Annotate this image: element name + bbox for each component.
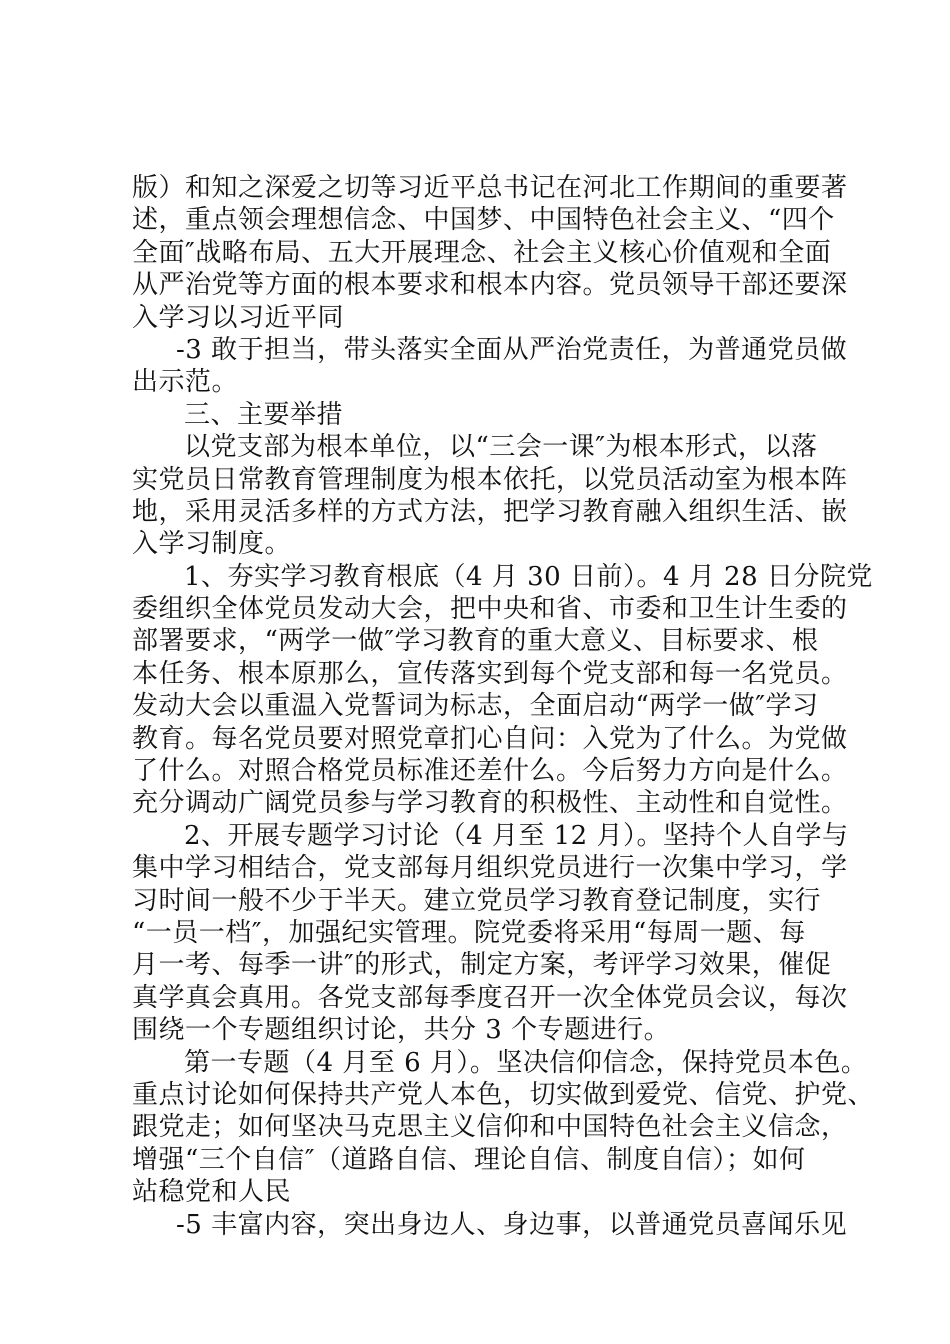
text-line: 部署要求，“两学一做″学习教育的重大意义、目标要求、根 — [132, 626, 819, 657]
text-line: 重点讨论如何保持共产党人本色，切实做到爱党、信党、护党、 — [132, 1079, 875, 1110]
text-line: “一员一档″，加强纪实管理。院党委将采用“每周一题、每 — [132, 917, 806, 948]
text-line: 月一考、每季一讲″的形式，制定方案，考评学习效果，催促 — [132, 950, 832, 981]
text-line: -3 敢于担当，带头落实全面从严治党责任，为普通党员做 — [176, 334, 848, 365]
text-line: 三、主要举措 — [184, 399, 344, 430]
text-line: 2、开展专题学习讨论（4 月至 12 月）。坚持个人自学与 — [184, 820, 849, 851]
text-line: 委组织全体党员发动大会，把中央和省、市委和卫生计生委的 — [132, 594, 848, 625]
text-line: 了什么。对照合格党员标准还差什么。今后努力方向是什么。 — [132, 756, 848, 787]
text-line: 以党支部为根本单位，以“三会一课″为根本形式，以落 — [184, 432, 818, 463]
text-line: 教育。每名党员要对照党章扪心自问：入党为了什么。为党做 — [132, 723, 848, 754]
text-line: 第一专题（4 月至 6 月）。坚决信仰信念，保持党员本色。 — [184, 1047, 868, 1078]
text-line: 发动大会以重温入党誓词为标志，全面启动“两学一做″学习 — [132, 691, 819, 722]
text-line: 站稳党和人民 — [132, 1177, 292, 1208]
document-body — [132, 172, 875, 1241]
text-line: 跟党走；如何坚决马克思主义信仰和中国特色社会主义信念， — [132, 1112, 848, 1143]
text-line: 全面″战略布局、五大开展理念、社会主义核心价值观和全面 — [132, 237, 832, 268]
text-line: 围绕一个专题组织讨论，共分 3 个专题进行。 — [132, 1015, 671, 1046]
text-line: 述，重点领会理想信念、中国梦、中国特色社会主义、“四个 — [132, 205, 835, 236]
text-line: 入学习制度。 — [132, 529, 292, 560]
text-line: 1、夯实学习教育根底（4 月 30 日前）。4 月 28 日分院党 — [184, 561, 873, 592]
text-line: 真学真会真用。各党支部每季度召开一次全体党员会议，每次 — [132, 982, 848, 1013]
text-line: 入学习以习近平同 — [132, 302, 345, 333]
text-line: 集中学习相结合，党支部每月组织党员进行一次集中学习，学 — [132, 853, 848, 884]
text-line: 出示范。 — [132, 367, 239, 398]
text-line: 本任务、根本原那么，宣传落实到每个党支部和每一名党员。 — [132, 658, 848, 689]
text-line: 增强“三个自信″（道路自信、理论自信、制度自信）；如何 — [132, 1144, 806, 1175]
text-line: 从严治党等方面的根本要求和根本内容。党员领导干部还要深 — [132, 270, 848, 301]
text-line: 充分调动广阔党员参与学习教育的积极性、主动性和自觉性。 — [132, 788, 848, 819]
text-line: 实党员日常教育管理制度为根本依托，以党员活动室为根本阵 — [132, 464, 848, 495]
text-line: 地，采用灵活多样的方式方法，把学习教育融入组织生活、嵌 — [132, 496, 848, 527]
text-line: 习时间一般不少于半天。建立党员学习教育登记制度，实行 — [132, 885, 822, 916]
text-line: 版）和知之深爱之切等习近平总书记在河北工作期间的重要著 — [132, 173, 848, 203]
text-line: -5 丰富内容，突出身边人、身边事，以普通党员喜闻乐见 — [176, 1209, 848, 1240]
